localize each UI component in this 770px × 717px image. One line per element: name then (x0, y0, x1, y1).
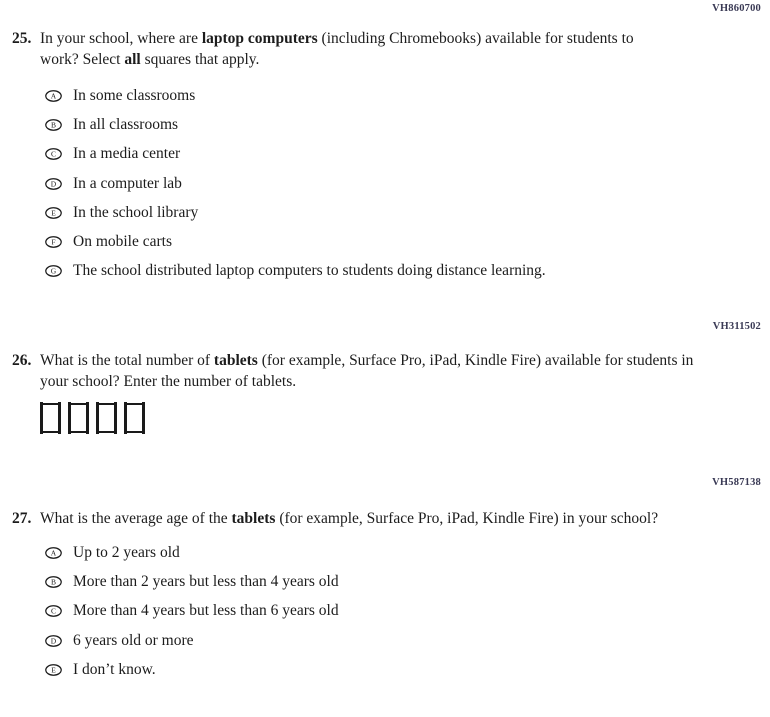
answer-option (45, 538, 658, 567)
answer-oval-a-icon[interactable] (45, 547, 62, 559)
answer-oval-d-icon[interactable] (45, 635, 62, 647)
question-27-number: 27. (12, 510, 32, 527)
answer-oval-g-icon[interactable] (45, 265, 62, 277)
question-27-item-code: VH587138 (712, 477, 761, 488)
option-label: Up to 2 years old (73, 543, 180, 561)
answer-oval-c-icon[interactable] (45, 605, 62, 617)
question-25-number: 25. (12, 30, 32, 47)
svg-text:C: C (50, 149, 57, 159)
question-27 (12, 508, 658, 684)
svg-text:D: D (50, 179, 57, 189)
answer-option (45, 169, 638, 198)
svg-text:B: B (50, 120, 57, 130)
answer-oval-f-icon[interactable] (45, 236, 62, 248)
svg-text:E: E (51, 665, 56, 675)
option-label: In a computer lab (73, 174, 182, 192)
question-26-number: 26. (12, 352, 32, 369)
answer-option (45, 110, 638, 139)
question-26 (12, 350, 712, 434)
option-label: 6 years old or more (73, 631, 194, 649)
question-25-item-code: VH860700 (712, 3, 761, 14)
answer-option (45, 227, 638, 256)
option-label: On mobile carts (73, 233, 173, 251)
svg-text:F: F (51, 237, 56, 247)
option-label: More than 2 years but less than 4 years old (73, 572, 339, 590)
digit-box-1[interactable] (43, 403, 58, 433)
svg-text:A: A (50, 548, 57, 558)
option-label: In a media center (73, 145, 181, 163)
option-label: I don’t know. (73, 660, 156, 678)
option-label: In some classrooms (73, 86, 196, 104)
option-label: In the school library (73, 203, 199, 221)
question-26-text: What is the total number of tablets (for example, Surface Pro, iPad, Kindle Fire) available for students in your school? Enter the number of tablets. (40, 352, 694, 390)
svg-text:C: C (50, 606, 57, 616)
question-25-text: In your school, where are laptop computers (including Chromebooks) available for students to work? Select all squares that apply. (40, 30, 634, 68)
digit-box-4[interactable] (127, 403, 142, 433)
question-27-options (45, 538, 658, 684)
answer-oval-b-icon[interactable] (45, 576, 62, 588)
question-25-options (45, 81, 638, 286)
option-label: In all classrooms (73, 115, 179, 133)
answer-oval-c-icon[interactable] (45, 148, 62, 160)
answer-option (45, 597, 658, 626)
svg-text:A: A (50, 91, 57, 101)
option-label: The school distributed laptop computers to students doing distance learning. (73, 262, 546, 280)
answer-option (45, 567, 658, 596)
answer-option (45, 257, 638, 286)
svg-text:E: E (51, 208, 56, 218)
answer-option (45, 140, 638, 169)
option-label: More than 4 years but less than 6 years old (73, 602, 339, 620)
question-27-text: What is the average age of the tablets (for example, Surface Pro, iPad, Kindle Fire) in your school? (40, 510, 659, 527)
answer-oval-a-icon[interactable] (45, 90, 62, 102)
answer-oval-d-icon[interactable] (45, 178, 62, 190)
answer-oval-e-icon[interactable] (45, 207, 62, 219)
answer-oval-e-icon[interactable] (45, 664, 62, 676)
digit-box-2[interactable] (71, 403, 86, 433)
answer-option (45, 198, 638, 227)
answer-option (45, 81, 638, 110)
question-26-item-code: VH311502 (712, 321, 761, 332)
answer-option (45, 655, 658, 684)
svg-text:G: G (50, 267, 57, 277)
digit-box-3[interactable] (99, 403, 114, 433)
question-25 (12, 28, 638, 286)
svg-text:B: B (50, 577, 57, 587)
svg-text:D: D (50, 636, 57, 646)
tablet-count-entry-boxes (40, 402, 712, 434)
answer-oval-b-icon[interactable] (45, 119, 62, 131)
answer-option (45, 626, 658, 655)
